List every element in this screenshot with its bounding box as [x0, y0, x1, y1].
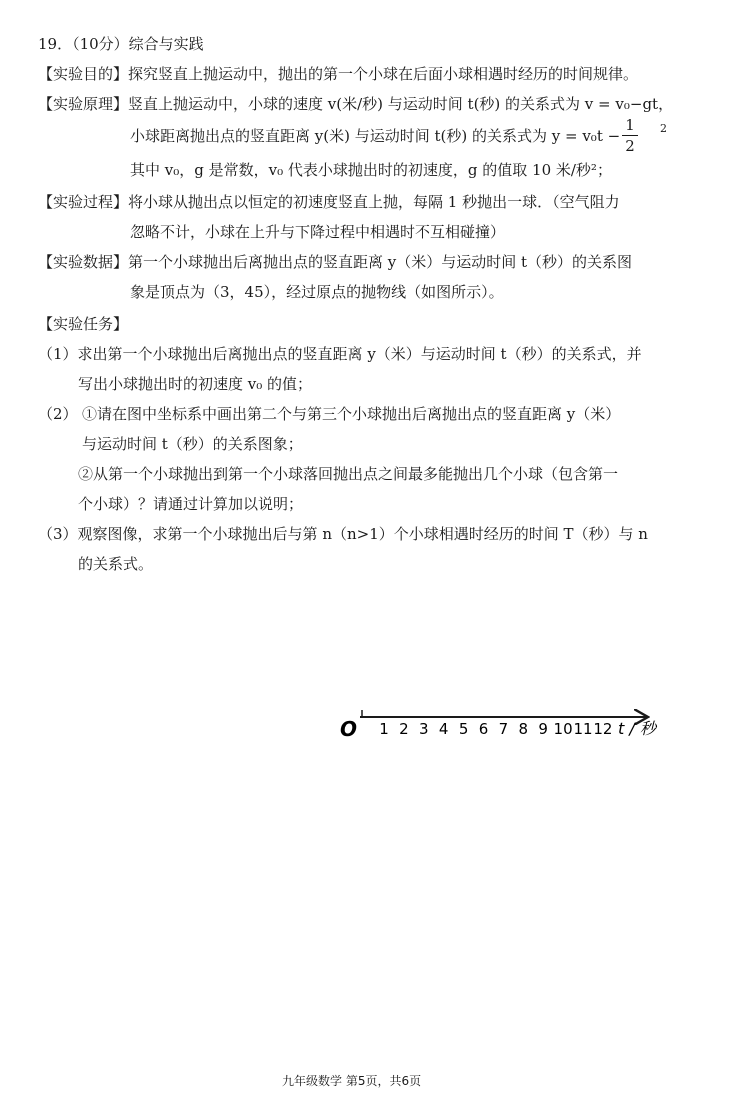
tick-label-11: 11 [573, 720, 593, 738]
page-footer: 九年级数学 第5页，共6页 [282, 1074, 422, 1088]
purpose-text: 【实验目的】探究竖直上抛运动中，抛出的第一个小球在后面小球相遇时经历的时间规律。 [38, 65, 639, 83]
tick-label-7: 7 [498, 720, 509, 738]
principle-line-1: 【实验原理】竖直上抛运动中，小球的速度 v(米/秒) 与运动时间 t(秒) 的关系式为 v = v₀−gt， [38, 95, 674, 113]
task3-line-2: 的关系式。 [78, 555, 154, 573]
tick-labels [379, 720, 612, 738]
tick-label-10: 10 [553, 720, 573, 738]
data-line-2: 象是顶点为（3，45），经过原点的抛物线（如图所示）。 [130, 283, 504, 301]
fraction-denominator: 2 [625, 137, 635, 155]
fraction-numerator: 1 [625, 116, 635, 134]
tick-label-3: 3 [419, 720, 429, 738]
tick-label-12: 12 [593, 720, 613, 738]
principle-line-3: 其中 v₀，g 是常数，v₀ 代表小球抛出时的初速度，g 的值取 10 米/秒²； [130, 161, 612, 179]
principle-line-2: 小球距离抛出点的竖直距离 y(米) 与运动时间 t(秒) 的关系式为 y = v₀t − [130, 127, 621, 145]
task3-line-1: （3）观察图像，求第一个小球抛出后与第 n（n>1）个小球相遇时经历的时间 T（秒）与 n [38, 525, 648, 543]
process-line-1: 【实验过程】将小球从抛出点以恒定的初速度竖直上抛，每隔 1 秒抛出一球．（空气阻力 [38, 193, 620, 211]
tick-label-4: 4 [438, 720, 449, 738]
tick-label-6: 6 [478, 720, 489, 738]
tick-label-8: 8 [518, 720, 529, 738]
process-line-2: 忽略不计，小球在上升与下降过程中相遇时不互相碰撞） [130, 223, 506, 241]
axis-label: t / 秒 [618, 719, 656, 738]
task2-2-line-1: ②从第一个小球抛出到第一个小球落回抛出点之间最多能抛出几个小球（包含第一 [78, 465, 619, 483]
task1-line-1: （1）求出第一个小球抛出后离抛出点的竖直距离 y（米）与运动时间 t（秒）的关系式，并 [38, 345, 642, 363]
exponent-2: 2 [660, 122, 667, 135]
tick-label-2: 2 [399, 720, 409, 738]
origin-label: O [340, 717, 358, 741]
question-header: 19．（10分）综合与实践 [38, 35, 204, 53]
tick-label-5: 5 [458, 720, 469, 738]
tick-label-1: 1 [379, 720, 389, 738]
tick-label-9: 9 [538, 720, 548, 738]
half-fraction [622, 116, 638, 155]
task2-label: （2） [38, 405, 78, 423]
task2-1-line-1: ①请在图中坐标系中画出第二个与第三个小球抛出后离抛出点的竖直距离 y（米） [82, 405, 621, 423]
task1-line-2: 写出小球抛出时的初速度 v₀ 的值； [78, 375, 313, 393]
tasks-title: 【实验任务】 [38, 315, 129, 333]
task2-1-line-2: 与运动时间 t（秒）的关系图象； [82, 435, 303, 453]
time-axis [330, 706, 670, 750]
task2-2-line-2: 个小球）？请通过计算加以说明； [78, 495, 304, 513]
data-line-1: 【实验数据】第一个小球抛出后离抛出点的竖直距离 y（米）与运动时间 t（秒）的关系图 [38, 253, 633, 271]
